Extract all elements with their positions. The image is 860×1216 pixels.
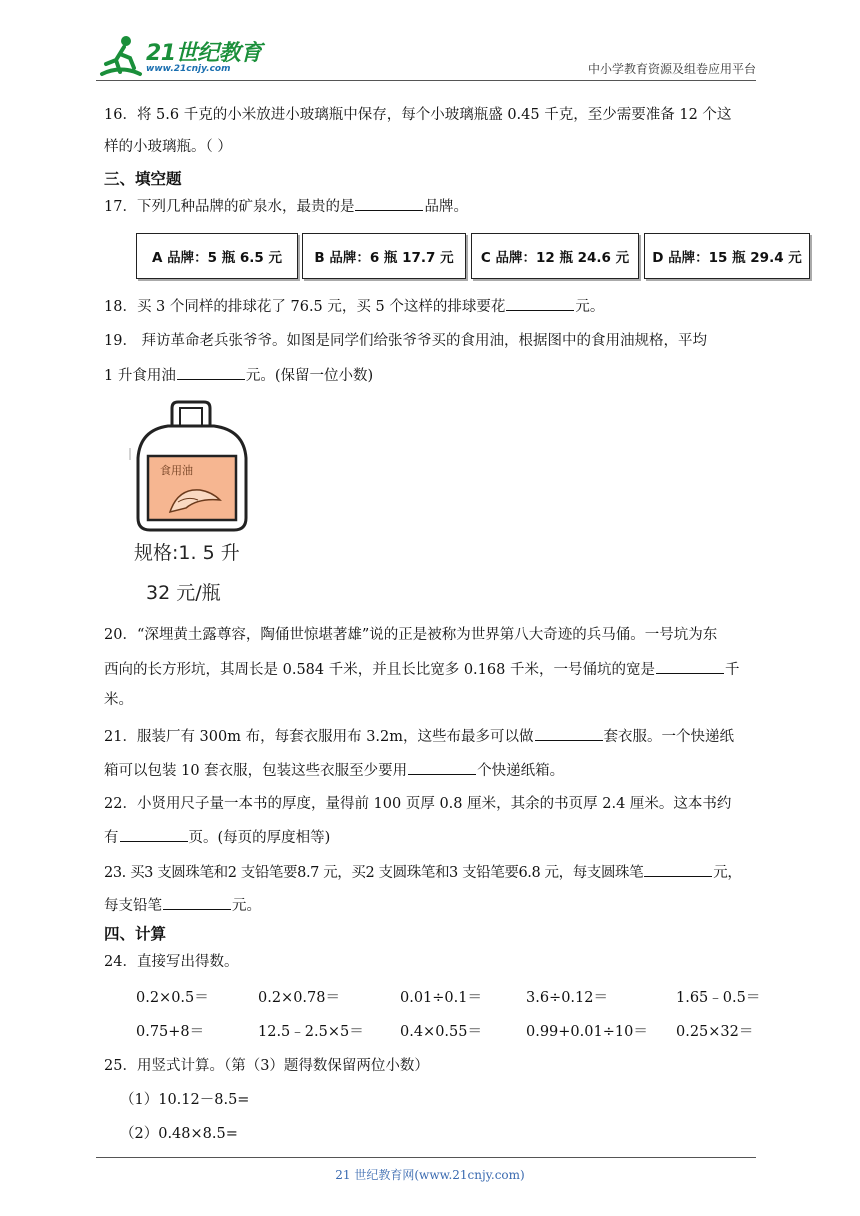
q24-item: 0.2×0.78＝ xyxy=(258,990,340,1006)
q24-title: 24．直接写出得数。 xyxy=(104,954,239,970)
q20-line3: 米。 xyxy=(104,692,133,708)
q21-line2 xyxy=(104,760,564,781)
q24-item: 0.01÷0.1＝ xyxy=(400,990,482,1006)
q19-blank xyxy=(177,365,245,380)
q19-line1: 19． 拜访革命老兵张爷爷。如图是同学们给张爷爷买的食用油，根据图中的食用油规格，平均 xyxy=(104,333,708,349)
brand-c-box: C 品牌：12 瓶 24.6 元 xyxy=(471,233,639,279)
q21-pre1: 21．服装厂有 300m 布，每套衣服用布 3.2m，这些布最多可以做 xyxy=(104,729,534,745)
q21-blank2 xyxy=(408,760,476,775)
logo-text: 21世纪教育 xyxy=(146,41,262,66)
oil-spec: 规格:1. 5 升 xyxy=(134,542,240,564)
q20-line2 xyxy=(104,659,739,680)
q24-item: 1.65﹣0.5＝ xyxy=(676,990,761,1006)
oil-bottle-icon xyxy=(128,400,250,535)
q24-item: 0.99+0.01÷10＝ xyxy=(526,1024,648,1040)
q18-blank xyxy=(506,296,574,311)
q24-item: 0.25×32＝ xyxy=(676,1024,754,1040)
q19-pre: 1 升食用油 xyxy=(104,368,176,384)
q21-blank1 xyxy=(535,726,603,741)
q22-blank xyxy=(120,827,188,842)
q25-item: （2）0.48×8.5= xyxy=(120,1126,238,1142)
q21-pre2: 箱可以包装 10 套衣服，包装这些衣服至少要用 xyxy=(104,763,408,779)
q17-blank xyxy=(355,196,423,211)
q16-line1: 16．将 5.6 千克的小米放进小玻璃瓶中保存，每个小玻璃瓶盛 0.45 千克，至少需要准备 12 个这 xyxy=(104,107,732,123)
bottle-label: 食用油 xyxy=(160,464,193,477)
brand-a-box: A 品牌：5 瓶 6.5 元 xyxy=(136,233,298,279)
q20-line1: 20．“深埋黄土露尊容，陶俑世惊堪著雄”说的正是被称为世界第八大奇迹的兵马俑。一号坑为东 xyxy=(104,627,718,643)
q21-post2: 个快递纸箱。 xyxy=(477,763,565,779)
section-calc-title: 四、计算 xyxy=(104,925,167,943)
header-divider xyxy=(96,80,756,81)
oil-price: 32 元/瓶 xyxy=(146,582,221,604)
q22-pre: 有 xyxy=(104,830,119,846)
q22-line2 xyxy=(104,827,330,848)
q23-line1 xyxy=(104,862,741,883)
section-fill-title: 三、填空题 xyxy=(104,170,182,188)
q24-item: 3.6÷0.12＝ xyxy=(526,990,608,1006)
q24-item: 0.2×0.5＝ xyxy=(136,990,209,1006)
q18-pre: 18．买 3 个同样的排球花了 76.5 元，买 5 个这样的排球要花 xyxy=(104,299,506,315)
q21-post1: 套衣服。一个快递纸 xyxy=(603,729,735,745)
q20-blank xyxy=(656,659,724,674)
page-header xyxy=(96,34,756,80)
q20-pre: 西向的长方形坑，其周长是 0.584 千米，并且长比宽多 0.168 千米，一号俑坑的宽是 xyxy=(104,662,655,678)
q17-text xyxy=(104,196,468,217)
q18-post: 元。 xyxy=(575,299,605,315)
q17-pre: 17．下列几种品牌的矿泉水，最贵的是 xyxy=(104,199,355,215)
logo-url: www.21cnjy.com xyxy=(146,64,231,74)
site-logo[interactable] xyxy=(96,34,266,78)
q24-item: 12.5﹣2.5×5＝ xyxy=(258,1024,364,1040)
q23-post1: 元， xyxy=(713,865,742,881)
q19-post: 元。(保留一位小数) xyxy=(245,368,374,384)
q23-pre1: 23. 买3 支圆珠笔和2 支铅笔要8.7 元，买2 支圆珠笔和3 支铅笔要6.8 元，每支圆珠笔 xyxy=(104,865,644,881)
q23-pre2: 每支铅笔 xyxy=(104,898,162,914)
q17-post: 品牌。 xyxy=(424,199,468,215)
brand-d-box: D 品牌：15 瓶 29.4 元 xyxy=(644,233,810,279)
q20-post: 千 xyxy=(724,662,740,678)
q16-line2: 样的小玻璃瓶。（ ） xyxy=(104,139,232,155)
footer-link[interactable]: 21 世纪教育网(www.21cnjy.com) xyxy=(335,1168,525,1182)
q21-line1 xyxy=(104,726,734,747)
q18-text xyxy=(104,296,604,317)
q23-blank1 xyxy=(644,862,712,877)
platform-label: 中小学教育资源及组卷应用平台 xyxy=(587,62,756,76)
runner-logo-icon xyxy=(96,34,144,78)
footer-divider xyxy=(96,1157,756,1158)
q22-line1: 22．小贤用尺子量一本书的厚度，量得前 100 页厚 0.8 厘米，其余的书页厚 2.4 厘米。这本书约 xyxy=(104,796,732,812)
brand-b-box: B 品牌：6 瓶 17.7 元 xyxy=(302,233,466,279)
q19-line2 xyxy=(104,365,373,386)
q23-line2 xyxy=(104,895,261,916)
q22-post: 页。(每页的厚度相等) xyxy=(188,830,331,846)
q23-blank2 xyxy=(163,895,231,910)
q23-post2: 元。 xyxy=(232,898,261,914)
q24-item: 0.4×0.55＝ xyxy=(400,1024,482,1040)
q25-item: （1）10.12－8.5= xyxy=(120,1092,250,1108)
q24-item: 0.75+8＝ xyxy=(136,1024,205,1040)
q25-title: 25．用竖式计算。（第（3）题得数保留两位小数） xyxy=(104,1058,429,1074)
